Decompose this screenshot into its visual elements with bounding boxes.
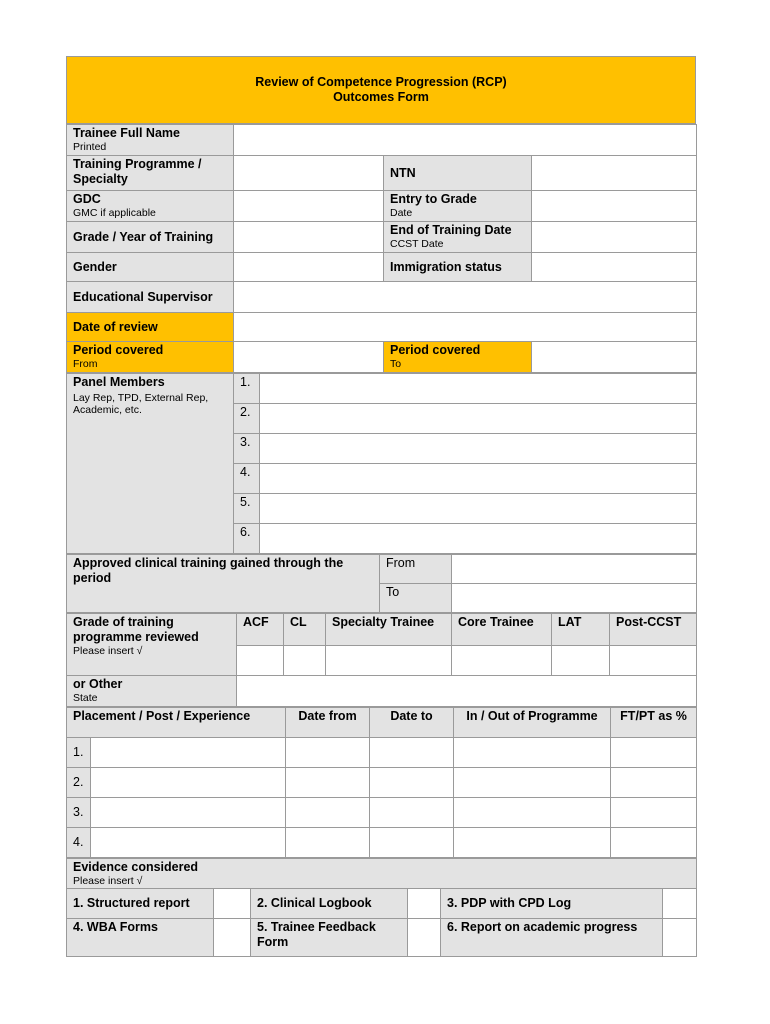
panel-member-field[interactable] [260, 374, 697, 404]
grade-col-specialty: Specialty Trainee [326, 614, 452, 646]
grade-year-field[interactable] [234, 222, 384, 253]
grade-check-postccst[interactable] [610, 646, 697, 676]
placement-number: 3. [67, 798, 91, 828]
evidence-label: Evidence considered Please insert √ [67, 859, 697, 889]
panel-member-field[interactable] [260, 404, 697, 434]
supervisor-field[interactable] [234, 282, 697, 313]
date-review-label: Date of review [67, 313, 234, 342]
grade-col-core: Core Trainee [452, 614, 552, 646]
placement-number: 2. [67, 768, 91, 798]
trainee-details-table [66, 124, 697, 373]
evidence-check-3[interactable] [663, 889, 697, 919]
placement-date-from-field[interactable] [286, 798, 370, 828]
evidence-check-5[interactable] [408, 919, 441, 957]
immigration-field[interactable] [532, 253, 697, 282]
period-from-field[interactable] [234, 342, 384, 373]
placement-table [66, 707, 697, 858]
placement-ftpt-field[interactable] [611, 798, 697, 828]
supervisor-label: Educational Supervisor [67, 282, 234, 313]
approved-to-label: To [380, 584, 452, 613]
grade-check-lat[interactable] [552, 646, 610, 676]
placement-col-post: Placement / Post / Experience [67, 708, 286, 738]
evidence-wba-forms: 4. WBA Forms [67, 919, 214, 957]
placement-col-ftpt: FT/PT as % [611, 708, 697, 738]
entry-grade-field[interactable] [532, 191, 697, 222]
evidence-table [66, 858, 697, 957]
evidence-check-2[interactable] [408, 889, 441, 919]
placement-ftpt-field[interactable] [611, 828, 697, 858]
gender-label: Gender [67, 253, 234, 282]
grade-check-cl[interactable] [284, 646, 326, 676]
immigration-label: Immigration status [384, 253, 532, 282]
placement-col-programme: In / Out of Programme [454, 708, 611, 738]
placement-date-from-field[interactable] [286, 768, 370, 798]
placement-post-field[interactable] [91, 798, 286, 828]
other-grade-label: or Other State [67, 676, 237, 707]
gdc-label: GDC GMC if applicable [67, 191, 234, 222]
panel-label: Panel Members Lay Rep, TPD, External Rep, Academic, etc. [67, 374, 234, 554]
title-line-1: Review of Competence Progression (RCP) [255, 75, 507, 89]
evidence-pdp-cpd-log: 3. PDP with CPD Log [441, 889, 663, 919]
evidence-check-4[interactable] [214, 919, 251, 957]
evidence-structured-report: 1. Structured report [67, 889, 214, 919]
panel-number: 2. [234, 404, 260, 434]
evidence-check-6[interactable] [663, 919, 697, 957]
evidence-check-1[interactable] [214, 889, 251, 919]
placement-date-to-field[interactable] [370, 738, 454, 768]
placement-programme-field[interactable] [454, 828, 611, 858]
title-table [66, 56, 696, 124]
approved-training-table [66, 554, 697, 613]
grade-col-cl: CL [284, 614, 326, 646]
end-training-field[interactable] [532, 222, 697, 253]
date-review-field[interactable] [234, 313, 697, 342]
placement-post-field[interactable] [91, 768, 286, 798]
placement-col-date-from: Date from [286, 708, 370, 738]
trainee-name-field[interactable] [234, 125, 697, 156]
title-line-2: Outcomes Form [333, 90, 429, 104]
placement-programme-field[interactable] [454, 798, 611, 828]
panel-number: 5. [234, 494, 260, 524]
rcp-form [66, 56, 696, 957]
evidence-clinical-logbook: 2. Clinical Logbook [251, 889, 408, 919]
ntn-label: NTN [384, 156, 532, 191]
grade-check-core[interactable] [452, 646, 552, 676]
approved-from-field[interactable] [452, 555, 697, 584]
panel-members-table [66, 373, 697, 554]
grade-year-label: Grade / Year of Training [67, 222, 234, 253]
panel-member-field[interactable] [260, 524, 697, 554]
panel-member-field[interactable] [260, 494, 697, 524]
placement-date-to-field[interactable] [370, 828, 454, 858]
panel-number: 3. [234, 434, 260, 464]
grade-programme-label: Grade of training programme reviewed Please insert √ [67, 614, 237, 676]
placement-date-from-field[interactable] [286, 738, 370, 768]
placement-ftpt-field[interactable] [611, 768, 697, 798]
panel-member-field[interactable] [260, 434, 697, 464]
other-grade-field[interactable] [237, 676, 697, 707]
trainee-name-label: Trainee Full Name Printed [67, 125, 234, 156]
placement-col-date-to: Date to [370, 708, 454, 738]
grade-col-acf: ACF [237, 614, 284, 646]
programme-field[interactable] [234, 156, 384, 191]
grade-check-acf[interactable] [237, 646, 284, 676]
panel-number: 1. [234, 374, 260, 404]
approved-to-field[interactable] [452, 584, 697, 613]
period-to-label: Period covered To [384, 342, 532, 373]
placement-programme-field[interactable] [454, 738, 611, 768]
period-to-field[interactable] [532, 342, 697, 373]
approved-training-label: Approved clinical training gained through the period [67, 555, 380, 613]
grade-col-lat: LAT [552, 614, 610, 646]
grade-col-postccst: Post-CCST [610, 614, 697, 646]
evidence-trainee-feedback: 5. Trainee Feedback Form [251, 919, 408, 957]
end-training-label: End of Training Date CCST Date [384, 222, 532, 253]
placement-date-to-field[interactable] [370, 768, 454, 798]
grade-programme-table [66, 613, 697, 707]
placement-post-field[interactable] [91, 738, 286, 768]
evidence-academic-progress: 6. Report on academic progress [441, 919, 663, 957]
gdc-field[interactable] [234, 191, 384, 222]
approved-from-label: From [380, 555, 452, 584]
ntn-field[interactable] [532, 156, 697, 191]
panel-member-field[interactable] [260, 464, 697, 494]
entry-grade-label: Entry to Grade Date [384, 191, 532, 222]
gender-field[interactable] [234, 253, 384, 282]
placement-programme-field[interactable] [454, 768, 611, 798]
grade-check-specialty[interactable] [326, 646, 452, 676]
placement-number: 4. [67, 828, 91, 858]
placement-ftpt-field[interactable] [611, 738, 697, 768]
programme-label: Training Programme / Specialty [67, 156, 234, 191]
placement-number: 1. [67, 738, 91, 768]
period-from-label: Period covered From [67, 342, 234, 373]
panel-number: 4. [234, 464, 260, 494]
panel-number: 6. [234, 524, 260, 554]
placement-post-field[interactable] [91, 828, 286, 858]
placement-date-to-field[interactable] [370, 798, 454, 828]
placement-date-from-field[interactable] [286, 828, 370, 858]
form-title [67, 57, 696, 124]
